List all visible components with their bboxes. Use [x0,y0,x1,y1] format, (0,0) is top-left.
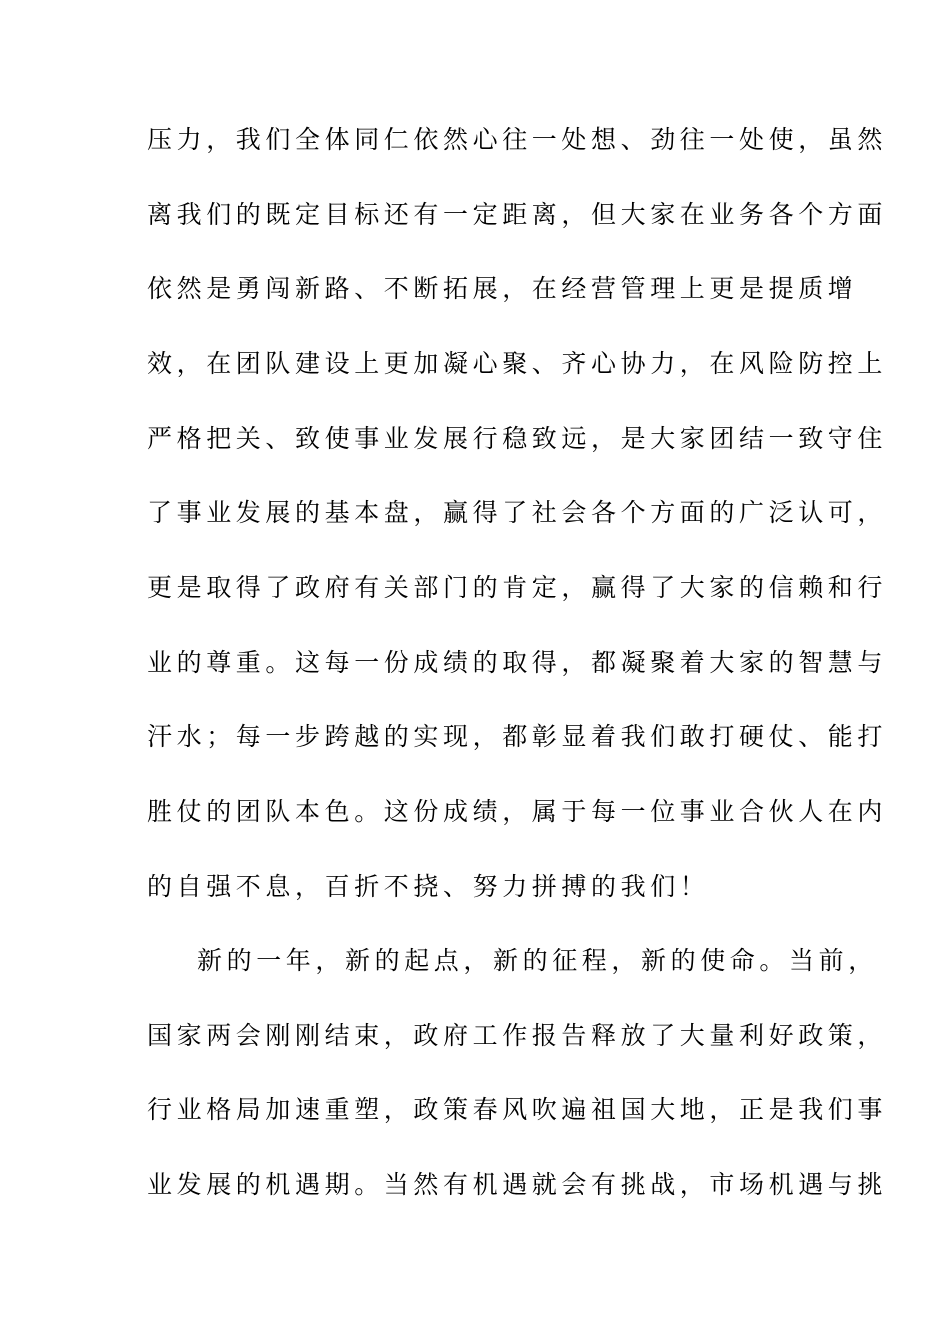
text-line-1: 压力，我们全体同仁依然心往一处想、劲往一处使，虽然 [147,125,888,154]
text-line-12: 新的一年，新的起点，新的征程，新的使命。当前， [197,946,878,975]
text-line-11: 的自强不息，百折不挠、努力拼搏的我们！ [147,872,710,901]
text-line-4: 效，在团队建设上更加凝心聚、齐心协力，在风险防控上 [147,349,888,378]
text-line-13: 国家两会刚刚结束，政府工作报告释放了大量利好政策， [147,1021,888,1050]
text-line-2: 离我们的既定目标还有一定距离，但大家在业务各个方面 [147,200,888,229]
text-line-8: 业的尊重。这每一份成绩的取得，都凝聚着大家的智慧与 [147,648,888,677]
text-line-7: 更是取得了政府有关部门的肯定，赢得了大家的信赖和行 [147,573,888,602]
text-line-3: 依然是勇闯新路、不断拓展，在经营管理上更是提质增 [147,274,858,303]
text-line-10: 胜仗的团队本色。这份成绩，属于每一位事业合伙人在内 [147,797,888,826]
text-line-9: 汗水；每一步跨越的实现，都彰显着我们敢打硬仗、能打 [147,722,888,751]
text-line-6: 了事业发展的基本盘，赢得了社会各个方面的广泛认可， [147,498,888,527]
text-line-15: 业发展的机遇期。当然有机遇就会有挑战，市场机遇与挑 [147,1170,888,1199]
text-line-14: 行业格局加速重塑，政策春风吹遍祖国大地，正是我们事 [147,1095,888,1124]
text-line-5: 严格把关、致使事业发展行稳致远，是大家团结一致守住 [147,424,888,453]
